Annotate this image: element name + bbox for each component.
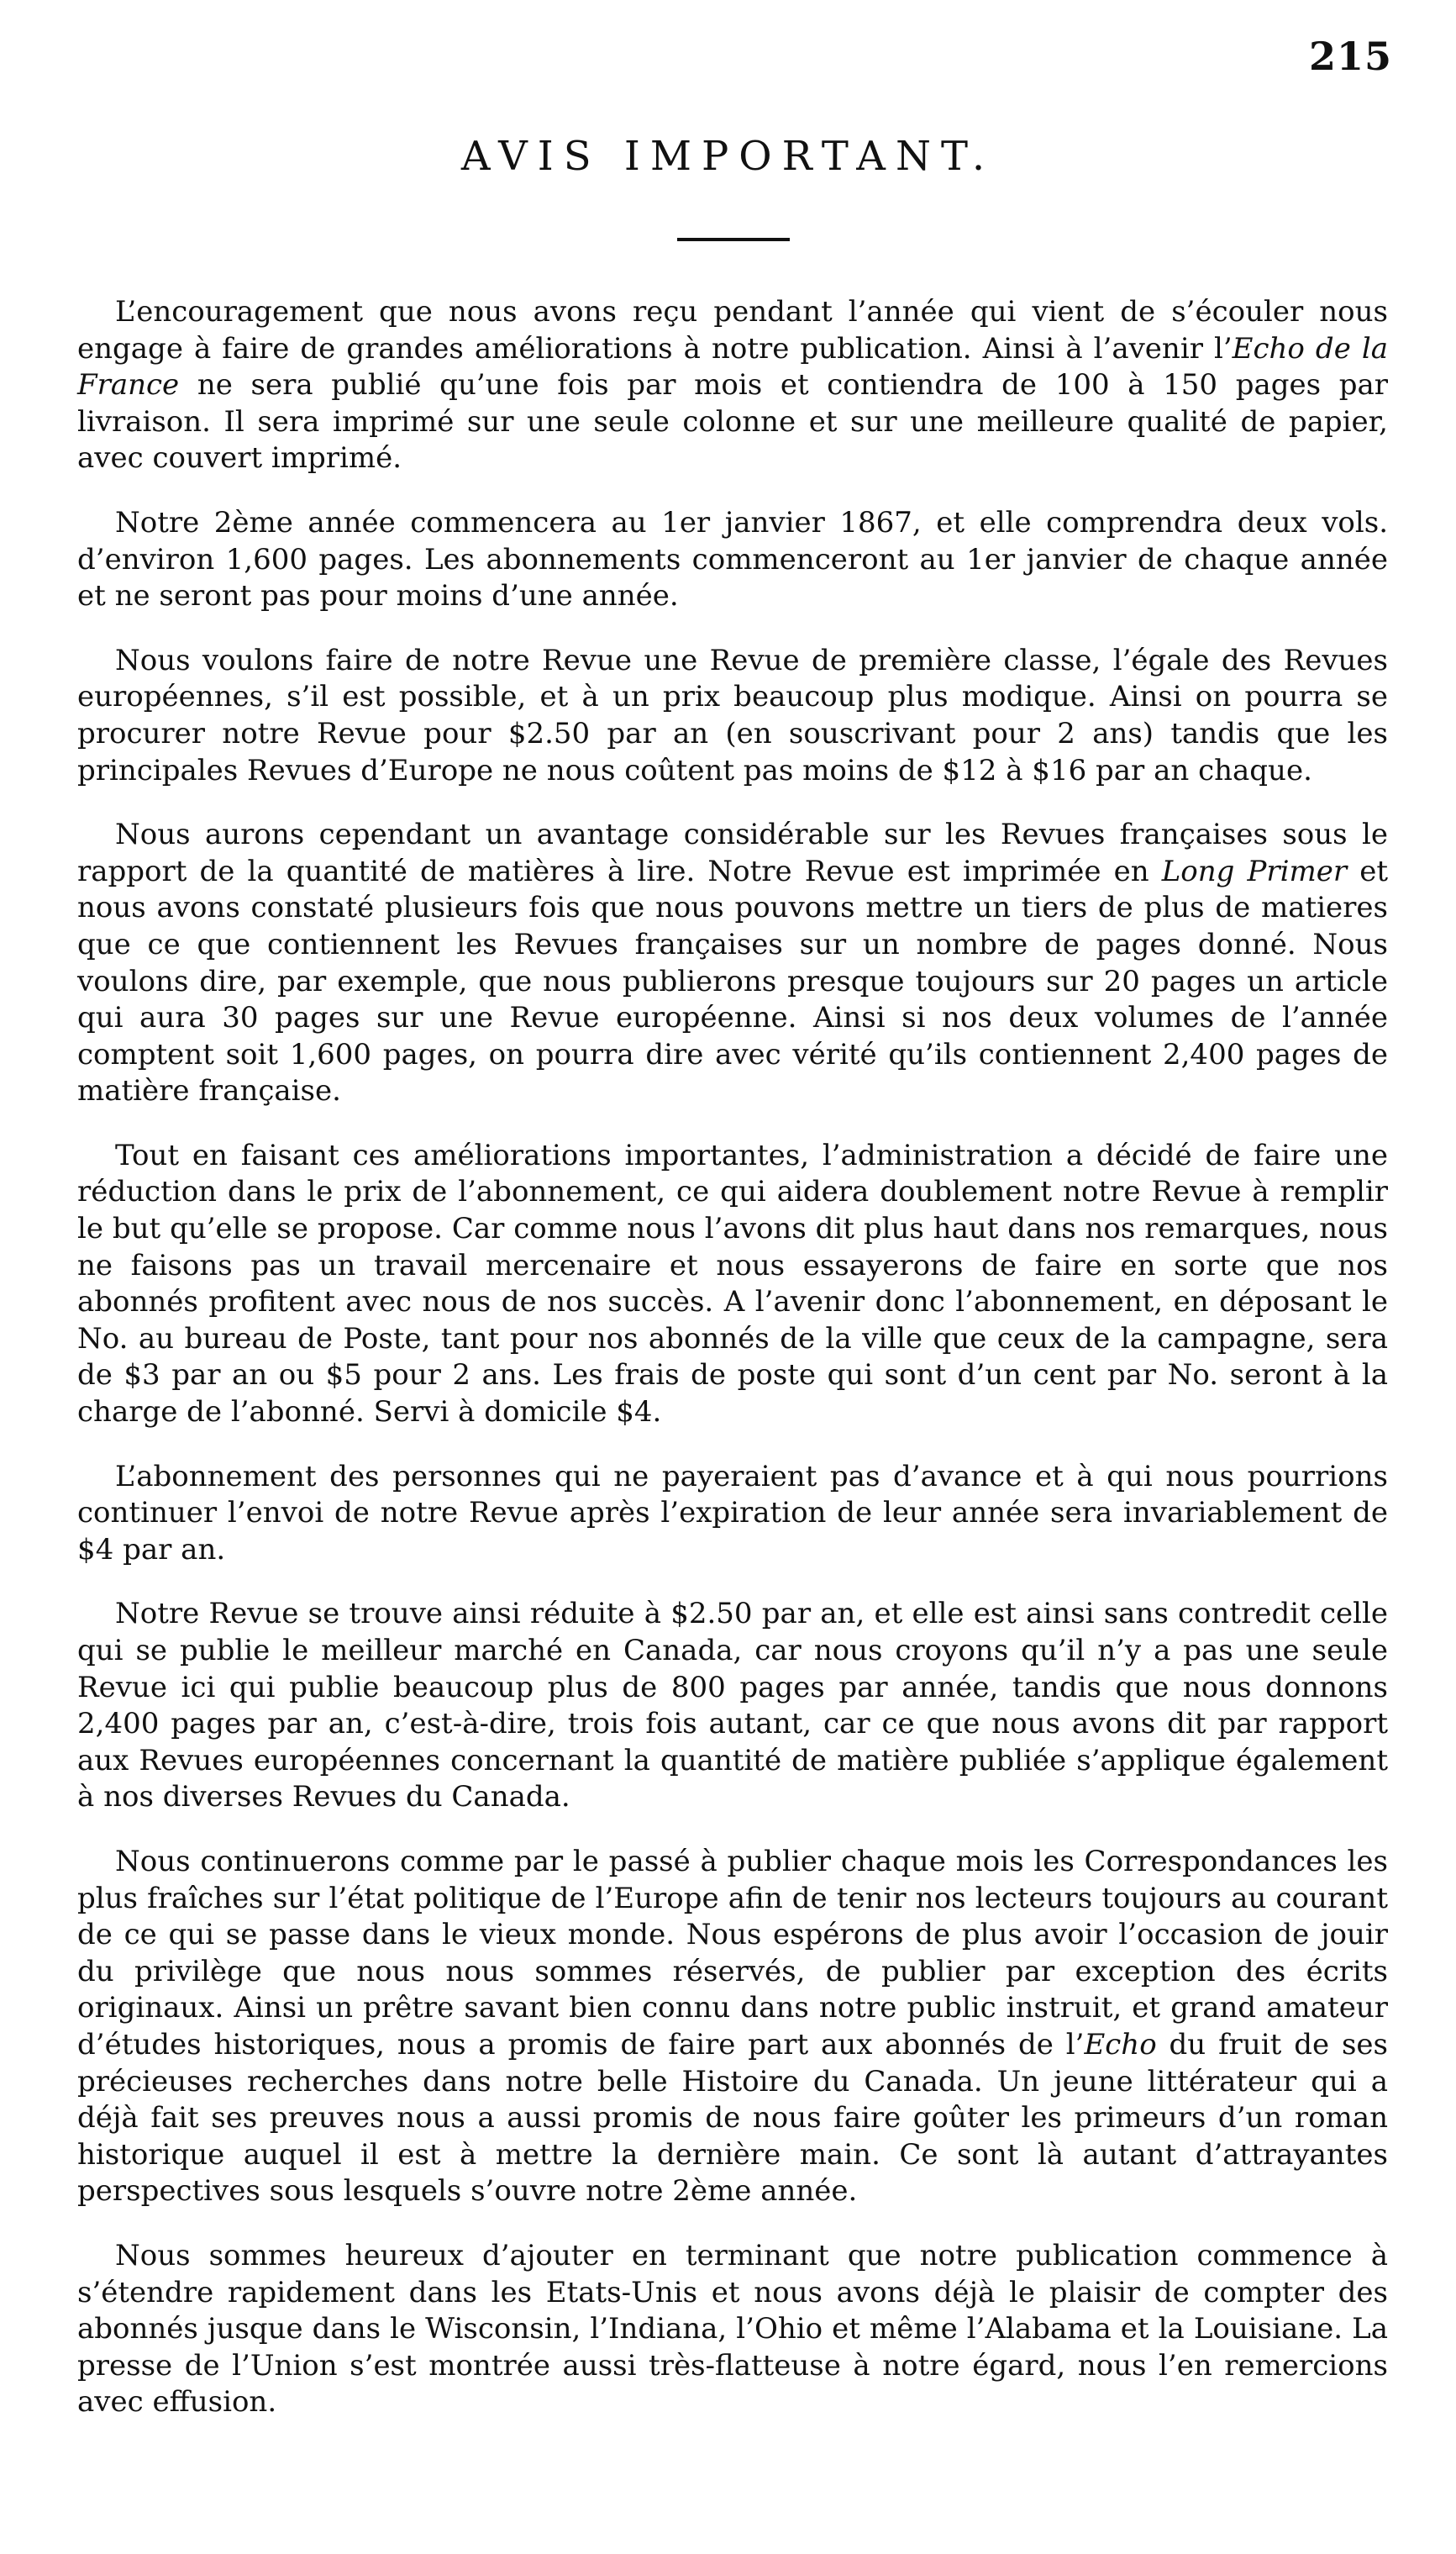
paragraph [77, 1459, 1388, 1569]
paragraph [77, 2238, 1388, 2421]
paragraph [77, 1844, 1388, 2210]
paragraph-text: du fruit de ses précieuses recherches dans notre belle Histoire du Canada. Un jeune littérateur qui a déjà fait ses preuves nous a aussi promis de nous faire goûter les primeurs d’un roman historique auquel il est à mettre la dernière main. Ce sont là autant d’attrayantes perspectives sous lesquels s’ouvre notre 2ème année. [77, 2027, 1388, 2209]
paragraph-text: Notre 2ème année commencera au 1er janvier 1867, et elle comprendra deux vols. d’environ 1,600 pages. Les abonnements commenceront au 1er janvier de chaque année et ne seront pas pour moins d’une année. [77, 505, 1388, 613]
paragraph [77, 1596, 1388, 1816]
publication-title: Echo [1084, 2027, 1157, 2062]
paragraph [77, 643, 1388, 789]
paragraph [77, 294, 1388, 477]
article-body [77, 294, 1388, 2421]
paragraph-text: Nous voulons faire de notre Revue une Revue de première classe, l’égale des Revues européennes, s’il est possible, et à un prix beaucoup plus modique. Ainsi on pourra se procurer notre Revue pour $2.50 par an (en souscrivant pour 2 ans) tandis que les principales Revues d’Europe ne nous coûtent pas moins de $12 à $16 par an chaque. [77, 643, 1388, 787]
title-divider [677, 238, 790, 241]
publication-title: Echo de la France [77, 331, 1389, 403]
paragraph-text: ne sera publié qu’une fois par mois et contiendra de 100 à 150 pages par livraison. Il sera imprimé sur une seule colonne et sur une meilleure qualité de papier, avec couvert imprimé. [77, 368, 1388, 476]
typeface-name: Long Primer [1161, 854, 1348, 888]
paragraph [77, 1138, 1388, 1431]
paragraph-text: Nous aurons cependant un avantage considérable sur les Revues françaises sous le rapport de la quantité de matières à lire. Notre Revue est imprimée en [77, 818, 1388, 888]
paragraph-text: Nous sommes heureux d’ajouter en terminant que notre publication commence à s’étendre rapidement dans les Etats-Unis et nous avons déjà le plaisir de compter des abonnés jusque dans le Wisconsin, l’Indiana, l’Ohio et même l’Alabama et la Louisiane. La presse de l’Union s’est montrée aussi très-flatteuse à notre égard, nous l’en remercions avec effusion. [77, 2238, 1388, 2420]
paragraph-text: L’encouragement que nous avons reçu pendant l’année qui vient de s’écouler nous engage à faire de grandes améliorations à notre publication. Ainsi à l’avenir l’ [77, 295, 1388, 366]
paragraph-text: Notre Revue se trouve ainsi réduite à $2.50 par an, et elle est ainsi sans contredit celle qui se publie le meilleur marché en Canada, car nous croyons qu’il n’y a pas une seule Revue ici qui publie beaucoup plus de 800 pages par année, tandis que nous donnons 2,400 pages par an, c’est-à-dire, trois fois autant, car ce que nous avons dit par rapport aux Revues européennes concernant la quantité de matière publiée s’applique également à nos diverses Revues du Canada. [77, 1597, 1388, 1814]
paragraph [77, 817, 1388, 1110]
paragraph [77, 505, 1388, 615]
paragraph-text: L’abonnement des personnes qui ne payeraient pas d’avance et à qui nous pourrions continuer l’envoi de notre Revue après l’expiration de leur année sera invariablement de $4 par an. [77, 1459, 1388, 1567]
paragraph-text: et nous avons constaté plusieurs fois que nous pouvons mettre un tiers de plus de matieres que ce que contiennent les Revues françaises sur un nombre de pages donné. Nous voulons dire, par exemple, que nous publierons presque toujours sur 20 pages un article qui aura 30 pages sur une Revue européenne. Ainsi si nos deux volumes de l’année comptent soit 1,600 pages, on pourra dire avec vérité qu’ils contiennent 2,400 pages de matière française. [77, 854, 1389, 1108]
paragraph-text: Tout en faisant ces améliorations importantes, l’administration a décidé de faire une réduction dans le prix de l’abonnement, ce qui aidera doublement notre Revue à remplir le but qu’elle se propose. Car comme nous l’avons dit plus haut dans nos remarques, nous ne faisons pas un travail mercenaire et nous essayerons de faire en sorte que nos abonnés profitent avec nous de nos succès. A l’avenir donc l’abonnement, en déposant le No. au bureau de Poste, tant pour nos abonnés de la ville que ceux de la campagne, sera de $3 par an ou $5 pour 2 ans. Les frais de poste qui sont d’un cent par No. seront à la charge de l’abonné. Servi à domicile $4. [77, 1138, 1388, 1430]
page-number: 215 [1308, 34, 1392, 79]
page-title: AVIS IMPORTANT. [460, 133, 996, 180]
paragraph-text: Nous continuerons comme par le passé à publier chaque mois les Correspondances les plus fraîches sur l’état politique de l’Europe afin de tenir nos lecteurs toujours au courant de ce qui se passe dans le vieux monde. Nous espérons de plus avoir l’occasion de jouir du privilège que nous nous sommes réservés, de publier par exception des écrits originaux. Ainsi un prêtre savant bien connu dans notre public instruit, et grand amateur d’études historiques, nous a promis de faire part aux abonnés de l’ [77, 1844, 1388, 2062]
